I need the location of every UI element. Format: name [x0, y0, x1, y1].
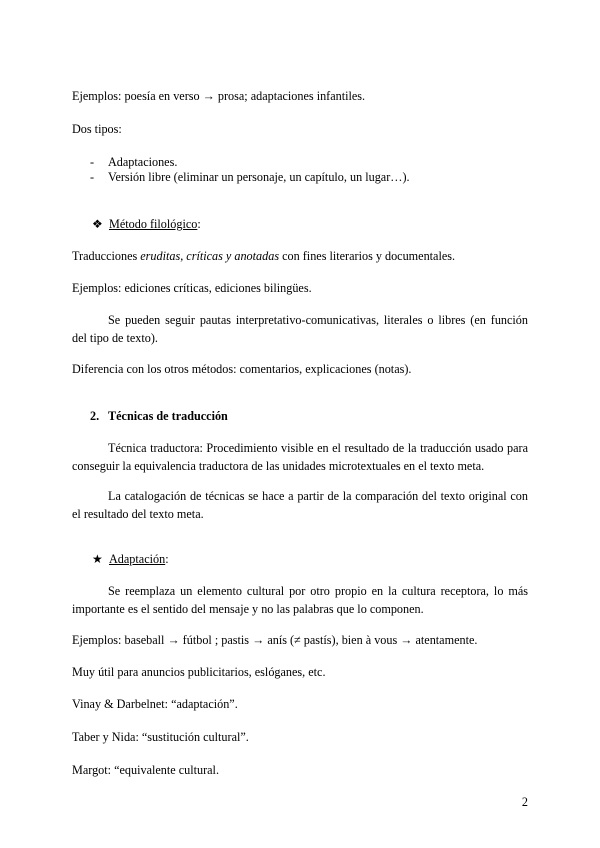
list-item-text: Adaptaciones.	[108, 155, 178, 169]
section-title: Método filológico:	[109, 217, 201, 231]
adaptation-definition-paragraph: Se reemplaza un elemento cultural por otro propio en la cultura receptora, lo más importante es el sentido del mensaje y no las palabras que lo componen.	[72, 584, 528, 616]
cataloging-paragraph: La catalogación de técnicas se hace a partir de la comparación del texto original con el resultado del texto meta.	[72, 489, 528, 521]
taber-paragraph: Taber y Nida: “sustitución cultural”.	[72, 730, 249, 744]
list-item-text: Versión libre (eliminar un personaje, un capítulo, un lugar…).	[108, 170, 410, 184]
useful-paragraph: Muy útil para anuncios publicitarios, eslóganes, etc.	[72, 665, 326, 679]
guidelines-paragraph: Se pueden seguir pautas interpretativo-comunicativas, literales o libres (en función del tipo de texto).	[72, 313, 528, 345]
list-item	[0, 168, 600, 186]
examples-paragraph: Ejemplos: poesía en verso → prosa; adaptaciones infantiles.	[72, 89, 366, 103]
examples-editions-paragraph: Ejemplos: ediciones críticas, ediciones bilingües.	[72, 281, 312, 295]
section-title: Adaptación:	[109, 552, 169, 566]
diamond-bullet-icon: ❖	[92, 217, 103, 231]
heading-number: 2.	[90, 409, 100, 423]
heading-title: Técnicas de traducción	[108, 409, 228, 423]
dash-bullet: -	[90, 155, 95, 169]
section-heading-filologico	[0, 215, 600, 233]
two-types-paragraph: Dos tipos:	[72, 122, 122, 136]
star-bullet-icon: ★	[92, 552, 103, 566]
section-heading-2	[0, 407, 600, 425]
translations-paragraph: Traducciones eruditas, críticas y anotadas con fines literarios y documentales.	[72, 249, 456, 263]
margot-paragraph: Margot: “equivalente cultural.	[72, 763, 219, 777]
page-number: 2	[521, 795, 528, 809]
technique-definition-paragraph: Técnica traductora: Procedimiento visible en el resultado de la traducción usado para conseguir la equivalencia traductora de las unidades microtextuales en el texto meta.	[72, 441, 528, 473]
adaptation-examples-paragraph: Ejemplos: baseball → fútbol ; pastis → anís (≠ pastís), bien à vous → atentamente.	[72, 633, 478, 647]
section-heading-adaptacion	[0, 550, 600, 568]
dash-bullet: -	[90, 170, 95, 184]
difference-paragraph: Diferencia con los otros métodos: comentarios, explicaciones (notas).	[72, 362, 412, 376]
vinay-paragraph: Vinay & Darbelnet: “adaptación”.	[72, 697, 238, 711]
